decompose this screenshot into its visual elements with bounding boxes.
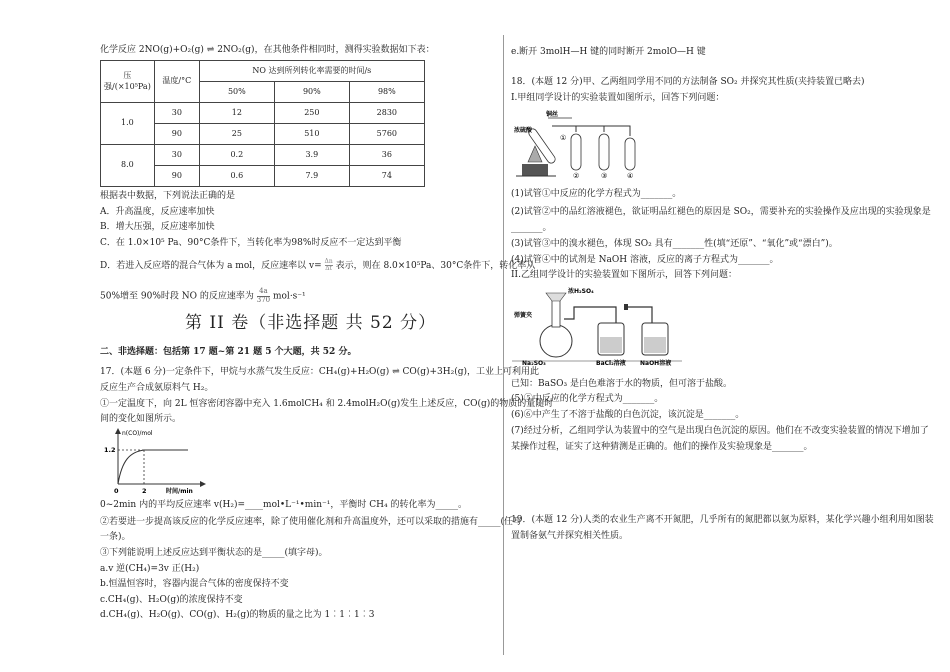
cell-temp: 90 <box>154 124 199 145</box>
x-tick-label: 2 <box>142 487 147 495</box>
cell-value: 5760 <box>349 124 424 145</box>
frac-den: 370 <box>256 295 271 304</box>
q17-option-b: b.恒温恒容时，容器内混合气体的密度保持不变 <box>100 579 289 589</box>
header-pressure: 压强/(×10⁵Pa) <box>101 61 155 103</box>
option-c: C．在 1.0×10⁵ Pa、90°C条件下，当转化率为98%时反应不一定达到平衡 <box>100 238 402 248</box>
fraction-dn-dt <box>325 259 333 272</box>
label-tube-1: ① <box>560 134 567 142</box>
q19-line1: 19．(本题 12 分)人类的农业生产离不开氮肥，几乎所有的氮肥都以氨为原料，某化学兴趣小组利用如图装 <box>511 515 934 525</box>
table-row <box>101 145 425 166</box>
frac-den: Δt <box>325 265 332 272</box>
option-d2-text-a: 50%增至 90%时段 NO 的反应速率为 <box>100 291 254 302</box>
q17-option-a: a.v 逆(CH₄)=3v 正(H₂) <box>100 564 200 574</box>
header-time: NO 达到所列转化率需要的时间/s <box>199 61 424 82</box>
co-curve <box>118 450 188 484</box>
q18-line1: 18．(本题 12 分)甲、乙两组同学用不同的方法制备 SO₂ 并探究其性质(夹持装置已略去) <box>511 77 865 87</box>
q18-line9: 已知：BaSO₃ 是白色难溶于水的物质，但可溶于盐酸。 <box>511 379 732 389</box>
apparatus-2 <box>512 283 682 367</box>
cell-value: 74 <box>349 166 424 187</box>
option-d-line2 <box>100 288 306 304</box>
option-a: A．升高温度，反应速率加快 <box>100 207 215 217</box>
test-tube-4 <box>625 138 635 170</box>
cell-pressure: 1.0 <box>101 103 155 145</box>
option-b: B．增大压强，反应速率加快 <box>100 222 215 232</box>
header-pct-50: 50% <box>199 82 274 103</box>
fraction-4a-370 <box>257 288 270 304</box>
burner-base <box>522 164 548 176</box>
q18-line12: (7)经过分析，乙组同学认为装置中的空气是出现白色沉淀的原因。他们在不改变实验装置的情况下增加了 <box>511 426 929 436</box>
y-axis-arrow <box>115 428 121 434</box>
table-row <box>101 103 425 124</box>
q18-line4: (2)试管②中的品红溶液褪色，欲证明品红褪色的原因是 SO₂，需要补充的实验操作及应出现的实验现象是 <box>511 207 931 217</box>
cell-temp: 30 <box>154 145 199 166</box>
label-na2so3: Na₂SO₃ <box>522 360 546 367</box>
q17-line4: 间的变化如图所示。 <box>100 414 182 424</box>
label-acid: 浓硫酸 <box>514 127 533 134</box>
label-tube-3: ③ <box>601 172 608 180</box>
section-note: 二、非选择题：包括第 17 题~第 21 题 5 个大题，共 52 分。 <box>100 347 357 357</box>
q17-line5: 0~2min 内的平均反应速率 v(H₂)=____mol•L⁻¹•min⁻¹，平衡时 CH₄ 的转化率为_____。 <box>100 500 467 510</box>
tube-link <box>552 126 576 132</box>
q17-line6: ②若要进一步提高该反应的化学反应速率，除了使用催化剂和升高温度外，还可以采取的措施有_____(任写 <box>100 517 523 527</box>
x-tick-label: 0 <box>114 487 119 495</box>
frac-num: 4a <box>257 288 270 297</box>
cell-value: 36 <box>349 145 424 166</box>
q18-line5: _______。 <box>511 223 552 233</box>
label-copper: 铜丝 <box>546 111 559 118</box>
apparatus-1 <box>512 106 662 182</box>
option-e: e.断开 3molH—H 键的同时断开 2molO—H 键 <box>511 47 706 57</box>
q18-line10: (5)⑤中反应的化学方程式为_______。 <box>511 394 664 404</box>
q19-line2: 置制备氨气并探究相关性质。 <box>511 531 629 541</box>
x-axis-label: 时间/min <box>166 488 193 495</box>
q18-line13: 某操作过程，证实了这种猜测是正确的。他们的操作及实验现象是_______。 <box>511 442 813 452</box>
q17-option-c: c.CH₄(g)、H₂O(g)的浓度保持不变 <box>100 595 243 605</box>
y-axis-label: n(CO)/mol <box>122 430 153 437</box>
q18-line6: (3)试管③中的溴水褪色，体现 SO₂ 具有_______性(填“还原”、“氧化”或“漂白”)。 <box>511 239 838 249</box>
dropping-funnel <box>552 297 560 327</box>
q17-line3: ①一定温度下，向 2L 恒容密闭容器中充入 1.6molCH₄ 和 2.4molH₂O(g)发生上述反应，CO(g)的物质的量随时 <box>100 399 554 409</box>
q18-line3: (1)试管①中反应的化学方程式为_______。 <box>511 189 682 199</box>
q17-line2: 反应生产合成氨原料气 H₂。 <box>100 383 214 393</box>
label-naoh: NaOH溶液 <box>640 360 672 367</box>
label-tube-4: ④ <box>627 172 634 180</box>
option-d-line1 <box>100 259 535 272</box>
q18-line11: (6)⑥中产生了不溶于盐酸的白色沉淀，该沉淀是_______。 <box>511 410 745 420</box>
cell-value: 0.6 <box>199 166 274 187</box>
header-pct-90: 90% <box>274 82 349 103</box>
header-temp: 温度/°C <box>154 61 199 103</box>
cell-pressure: 8.0 <box>101 145 155 187</box>
label-bacl2: BaCl₂溶液 <box>596 360 626 367</box>
cell-value: 12 <box>199 103 274 124</box>
option-d-text-b: 表示，则在 8.0×10⁵Pa、30°C条件下，转化率从 <box>335 261 536 271</box>
x-axis-arrow <box>200 481 206 487</box>
q18-line8: II.乙组同学设计的实验装置如下图所示，回答下列问题： <box>511 270 737 280</box>
cell-value: 2830 <box>349 103 424 124</box>
cell-value: 250 <box>274 103 349 124</box>
cell-value: 25 <box>199 124 274 145</box>
label-acid: 浓H₂SO₄ <box>568 288 594 295</box>
reaction-intro: 化学反应 2NO(g)+O₂(g) ⇌ 2NO₂(g)，在其他条件相同时，测得实验数据如下表： <box>100 45 435 55</box>
cell-value: 7.9 <box>274 166 349 187</box>
cell-value: 0.2 <box>199 145 274 166</box>
column-divider <box>503 35 504 655</box>
q17-line7: 一条)。 <box>100 532 131 542</box>
q18-line7: (4)试管④中的试剂是 NaOH 溶液，反应的离子方程式为_______。 <box>511 255 779 265</box>
q17-line8: ③下列能说明上述反应达到平衡状态的是_____(填字母)。 <box>100 548 328 558</box>
option-d-text-a: D．若进入反应塔的混合气体为 a mol，反应速率以 v= <box>100 261 322 271</box>
header-pct-98: 98% <box>349 82 424 103</box>
test-tube-2 <box>571 134 581 170</box>
co-time-graph <box>100 426 210 496</box>
question-intro: 根据表中数据，下列说法正确的是 <box>100 191 236 201</box>
q17-line1: 17．(本题 6 分)一定条件下，甲烷与水蒸气发生反应：CH₄(g)+H₂O(g) ⇌ CO(g)+3H₂(g)，工业上可利用此 <box>100 367 540 377</box>
q17-option-d: d.CH₄(g)、H₂O(g)、CO(g)、H₂(g)的物质的量之比为 1︰1︰1︰3 <box>100 610 375 620</box>
q18-line2: I.甲组同学设计的实验装置如图所示，回答下列问题： <box>511 93 725 103</box>
label-clip: 弹簧夹 <box>514 312 533 319</box>
label-tube-2: ② <box>573 172 580 180</box>
data-table <box>100 60 425 187</box>
y-tick-label: 1.2 <box>104 446 116 454</box>
section-title: 第 II 卷（非选择题 共 52 分） <box>185 313 437 333</box>
cell-temp: 30 <box>154 103 199 124</box>
cell-value: 3.9 <box>274 145 349 166</box>
frac-num: Δn <box>324 258 333 265</box>
cell-temp: 90 <box>154 166 199 187</box>
cell-value: 510 <box>274 124 349 145</box>
option-d2-text-b: mol·s⁻¹ <box>272 291 306 302</box>
flask <box>540 325 572 357</box>
test-tube-3 <box>599 134 609 170</box>
